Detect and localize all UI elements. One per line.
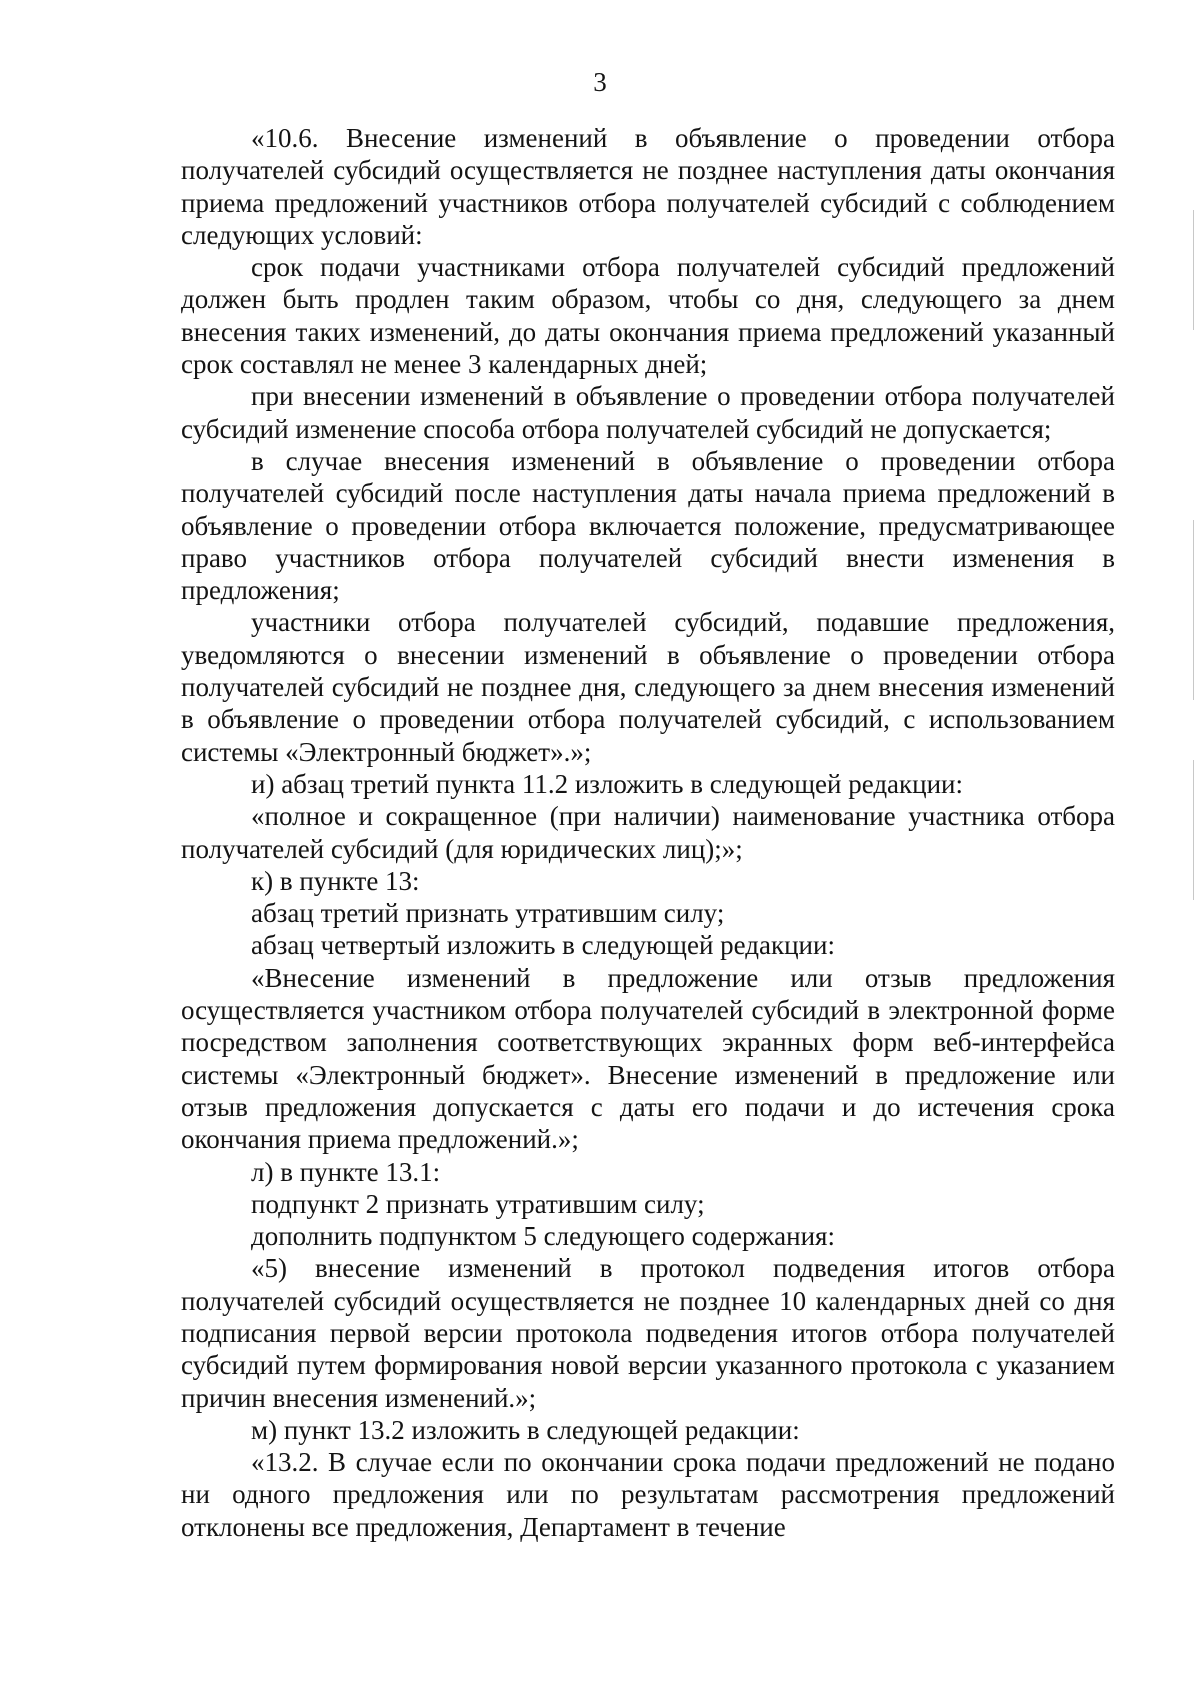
document-body [181,122,1115,1543]
paragraph-13-2: «13.2. В случае если по окончании срока подачи предложений не подано ни одного предложения или по результатам рассмотрения предложений отклонены все предложения, Департамент в течение [181,1447,1115,1542]
scan-edge-mark [1193,210,1194,330]
paragraph-item-k: к) в пункте 13: [251,865,420,896]
paragraph-fourth-new: абзац четвертый изложить в следующей редакции: [251,930,835,961]
scan-edge-mark [1193,760,1194,900]
paragraph-add-subitem-5: дополнить подпунктом 5 следующего содержания: [251,1221,835,1252]
paragraph-full-name: «полное и сокращенное (при наличии) наименование участника отбора получателей субсидий (для юридических лиц);»; [181,801,1115,864]
paragraph-changes-to-proposal: «Внесение изменений в предложение или отзыв предложения осуществляется участником отбора получателей субсидий в электронной форме посредством заполнения соответствующих экранных форм веб-интерфейса системы «Электронный бюджет». Внесение изменений в предложение или отзыв предложения допускается с даты его подачи и до истечения срока окончания приема предложений.»; [181,962,1115,1155]
paragraph-deadline-extension: срок подачи участниками отбора получателей субсидий предложений должен быть продлен таким образом, чтобы со дня, следующего за днем внесения таких изменений, до даты окончания приема предложений указанный срок составлял не менее 3 календарных дней; [181,252,1115,380]
paragraph-selection-method: при внесении изменений в объявление о проведении отбора получателей субсидий изменение способа отбора получателей субсидий не допускается; [181,381,1115,444]
paragraph-third-void: абзац третий признать утратившим силу; [251,898,725,929]
scan-edge-mark [1193,520,1194,700]
paragraph-10-6: «10.6. Внесение изменений в объявление о проведении отбора получателей субсидий осуществляется не позднее наступления даты окончания приема предложений участников отбора получателей субсидий с соблюдением следующих условий: [181,123,1115,250]
paragraph-subitem-2-void: подпункт 2 признать утратившим силу; [251,1188,705,1219]
paragraph-participants-notified: участники отбора получателей субсидий, подавшие предложения, уведомляются о внесении изменений в объявление о проведении отбора получателей субсидий не позднее дня, следующего за днем внесения изменений в объявление о проведении отбора получателей субсидий, с использованием системы «Электронный бюджет».»; [181,607,1115,767]
paragraph-item-m: м) пункт 13.2 изложить в следующей редакции: [251,1414,800,1445]
paragraph-subitem-5: «5) внесение изменений в протокол подведения итогов отбора получателей субсидий осуществляется не позднее 10 календарных дней со дня подписания первой версии протокола подведения итогов отбора получателей субсидий путем формирования новой версии указанного протокола с указанием причин внесения изменений.»; [181,1253,1115,1413]
paragraph-item-l: л) в пункте 13.1: [251,1156,441,1187]
paragraph-item-i: и) абзац третий пункта 11.2 изложить в следующей редакции: [251,768,964,799]
page-number: 3 [593,67,607,97]
paragraph-after-start-date: в случае внесения изменений в объявление о проведении отбора получателей субсидий после наступления даты начала приема предложений в объявление о проведении отбора включается положение, предусматривающее право участников отбора получателей субсидий внести изменения в предложения; [181,445,1115,606]
